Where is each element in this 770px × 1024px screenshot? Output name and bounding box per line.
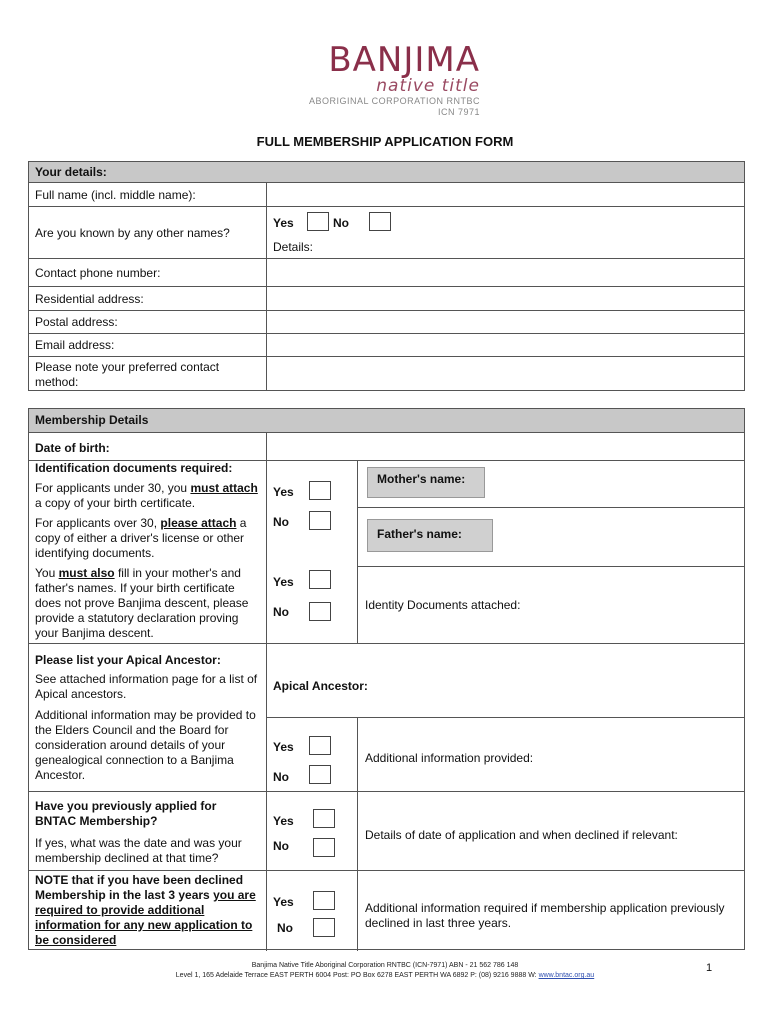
previous-application-divider	[357, 792, 358, 870]
apical-additional-text: Additional information may be provided to the Elders Council and the Board for consideration around details of your genealogical connection to a Banjima Ancestor.	[35, 708, 256, 782]
phone-field[interactable]	[267, 259, 744, 286]
previous-no-label: No	[273, 839, 289, 853]
apical-yes-label: Yes	[273, 740, 294, 754]
dob-label: Date of birth:	[29, 433, 267, 460]
footer-line-1: Banjima Native Title Aboriginal Corporation RNTBC (ICN-7971) ABN - 21 562 786 148	[251, 962, 519, 969]
phone-label: Contact phone number:	[29, 259, 267, 286]
postal-label: Postal address:	[29, 311, 267, 333]
email-field[interactable]	[267, 334, 744, 356]
membership-details-table	[28, 408, 745, 950]
full-name-field[interactable]	[267, 183, 744, 206]
also-text-a: You	[35, 566, 59, 580]
footer	[0, 961, 770, 981]
membership-header: Membership Details	[29, 409, 744, 432]
residential-label: Residential address:	[29, 287, 267, 310]
apical-see-text: See attached information page for a list of Apical ancestors.	[35, 672, 258, 701]
over-30-text-b: a copy of either a driver's license or other identifying documents.	[35, 516, 247, 560]
declined-note-text	[29, 871, 267, 951]
declined-note-row	[29, 870, 744, 951]
id-docs-row	[29, 460, 744, 643]
previous-no-checkbox[interactable]	[313, 838, 335, 857]
declined-no-checkbox[interactable]	[313, 918, 335, 937]
declined-note-a: NOTE that if you have been declined Membership in the last 3 years	[35, 873, 244, 902]
other-names-field	[267, 207, 744, 258]
postal-field[interactable]	[267, 311, 744, 333]
apical-ancestor-label: Apical Ancestor:	[273, 679, 368, 693]
preferred-contact-field[interactable]	[267, 357, 744, 391]
under-30-emphasis: must attach	[190, 481, 258, 495]
footer-website-link[interactable]: www.bntac.org.au	[538, 972, 595, 979]
under-30-text	[35, 481, 260, 511]
id-docs-title: Identification documents required:	[35, 461, 233, 475]
under-30-text-b: a copy of your birth certificate.	[35, 496, 196, 510]
other-names-details-label: Details:	[273, 240, 314, 254]
apical-no-label: No	[273, 770, 289, 784]
id-yes-label-1: Yes	[273, 485, 294, 499]
declined-yes-checkbox[interactable]	[313, 891, 335, 910]
id-yes-checkbox-2[interactable]	[309, 570, 331, 589]
declined-no-label: No	[277, 921, 293, 935]
id-docs-divider	[357, 461, 358, 643]
apical-h-divider	[267, 717, 744, 718]
previous-application-description	[29, 792, 267, 870]
other-names-yes-checkbox[interactable]	[307, 212, 329, 231]
previous-yes-label: Yes	[273, 814, 294, 828]
apical-row	[29, 643, 744, 791]
logo-wordmark: BANJIMA	[328, 40, 480, 80]
logo-line-2: ICN 7971	[437, 107, 480, 117]
declined-info-label: Additional information required if membership application previously declined in last three years.	[365, 901, 725, 930]
under-30-text-a: For applicants under 30, you	[35, 481, 191, 495]
your-details-table	[28, 161, 745, 391]
id-no-label-1: No	[273, 515, 289, 529]
email-row	[29, 333, 744, 356]
previous-application-row	[29, 791, 744, 870]
other-names-no-label: No	[333, 216, 349, 230]
residential-field[interactable]	[267, 287, 744, 310]
over-30-emphasis: please attach	[160, 516, 237, 530]
also-text-b: fill in your mother's and father's names. If your birth certificate does not prove Banjima descent, please provide a statutory declaration proving your Banjima descent.	[35, 566, 249, 640]
mother-name-label: Mother's name:	[367, 467, 485, 498]
other-names-yes-label: Yes	[273, 216, 294, 230]
footer-line-2	[0, 971, 770, 981]
residential-row	[29, 286, 744, 310]
id-documents-attached-label: Identity Documents attached:	[365, 598, 521, 612]
preferred-contact-row	[29, 356, 744, 391]
footer-address: Level 1, 165 Adelaide Terrace EAST PERTH 6004 Post: PO Box 6278 EAST PERTH WA 6892 P: (08) 9216 9888 W:	[175, 972, 539, 979]
previous-application-title: Have you previously applied for BNTAC Membership?	[35, 799, 217, 828]
id-docs-h-divider-2	[357, 566, 744, 567]
also-emphasis: must also	[58, 566, 115, 580]
postal-row	[29, 310, 744, 333]
apical-title: Please list your Apical Ancestor:	[35, 653, 221, 667]
apical-description	[29, 644, 267, 791]
your-details-header: Your details:	[29, 162, 744, 182]
dob-field[interactable]	[267, 433, 744, 460]
id-no-label-2: No	[273, 605, 289, 619]
id-yes-checkbox-1[interactable]	[309, 481, 331, 500]
full-name-row	[29, 182, 744, 206]
apical-yes-checkbox[interactable]	[309, 736, 331, 755]
logo-line-1: ABORIGINAL CORPORATION RNTBC	[308, 96, 480, 106]
banjima-logo	[300, 40, 490, 118]
phone-row	[29, 258, 744, 286]
additional-info-provided-label: Additional information provided:	[365, 751, 534, 765]
over-30-text	[35, 516, 260, 561]
page-number: 1	[706, 962, 713, 974]
logo-subtitle: native title	[376, 76, 480, 96]
email-label: Email address:	[29, 334, 267, 356]
previous-yes-checkbox[interactable]	[313, 809, 335, 828]
declined-note-emphasis: you are required to provide additional information for any new application to be considered	[35, 888, 256, 947]
other-names-row	[29, 206, 744, 258]
other-names-no-checkbox[interactable]	[369, 212, 391, 231]
also-text	[35, 566, 260, 641]
declined-note-divider	[357, 871, 358, 951]
id-yes-label-2: Yes	[273, 575, 294, 589]
apical-v-divider	[357, 717, 358, 791]
previous-application-details-label: Details of date of application and when declined if relevant:	[365, 828, 678, 842]
id-no-checkbox-2[interactable]	[309, 602, 331, 621]
dob-row	[29, 432, 744, 460]
preferred-contact-label: Please note your preferred contact method:	[29, 357, 267, 391]
previous-application-question: If yes, what was the date and was your membership declined at that time?	[35, 836, 242, 865]
over-30-text-a: For applicants over 30,	[35, 516, 161, 530]
id-docs-h-divider-1	[357, 507, 744, 508]
id-docs-description	[29, 461, 267, 643]
declined-yes-label: Yes	[273, 895, 294, 909]
other-names-label: Are you known by any other names?	[29, 207, 267, 258]
full-name-label: Full name (incl. middle name):	[29, 183, 267, 206]
id-no-checkbox-1[interactable]	[309, 511, 331, 530]
father-name-label: Father's name:	[367, 519, 493, 552]
form-title: FULL MEMBERSHIP APPLICATION FORM	[256, 134, 514, 149]
apical-no-checkbox[interactable]	[309, 765, 331, 784]
